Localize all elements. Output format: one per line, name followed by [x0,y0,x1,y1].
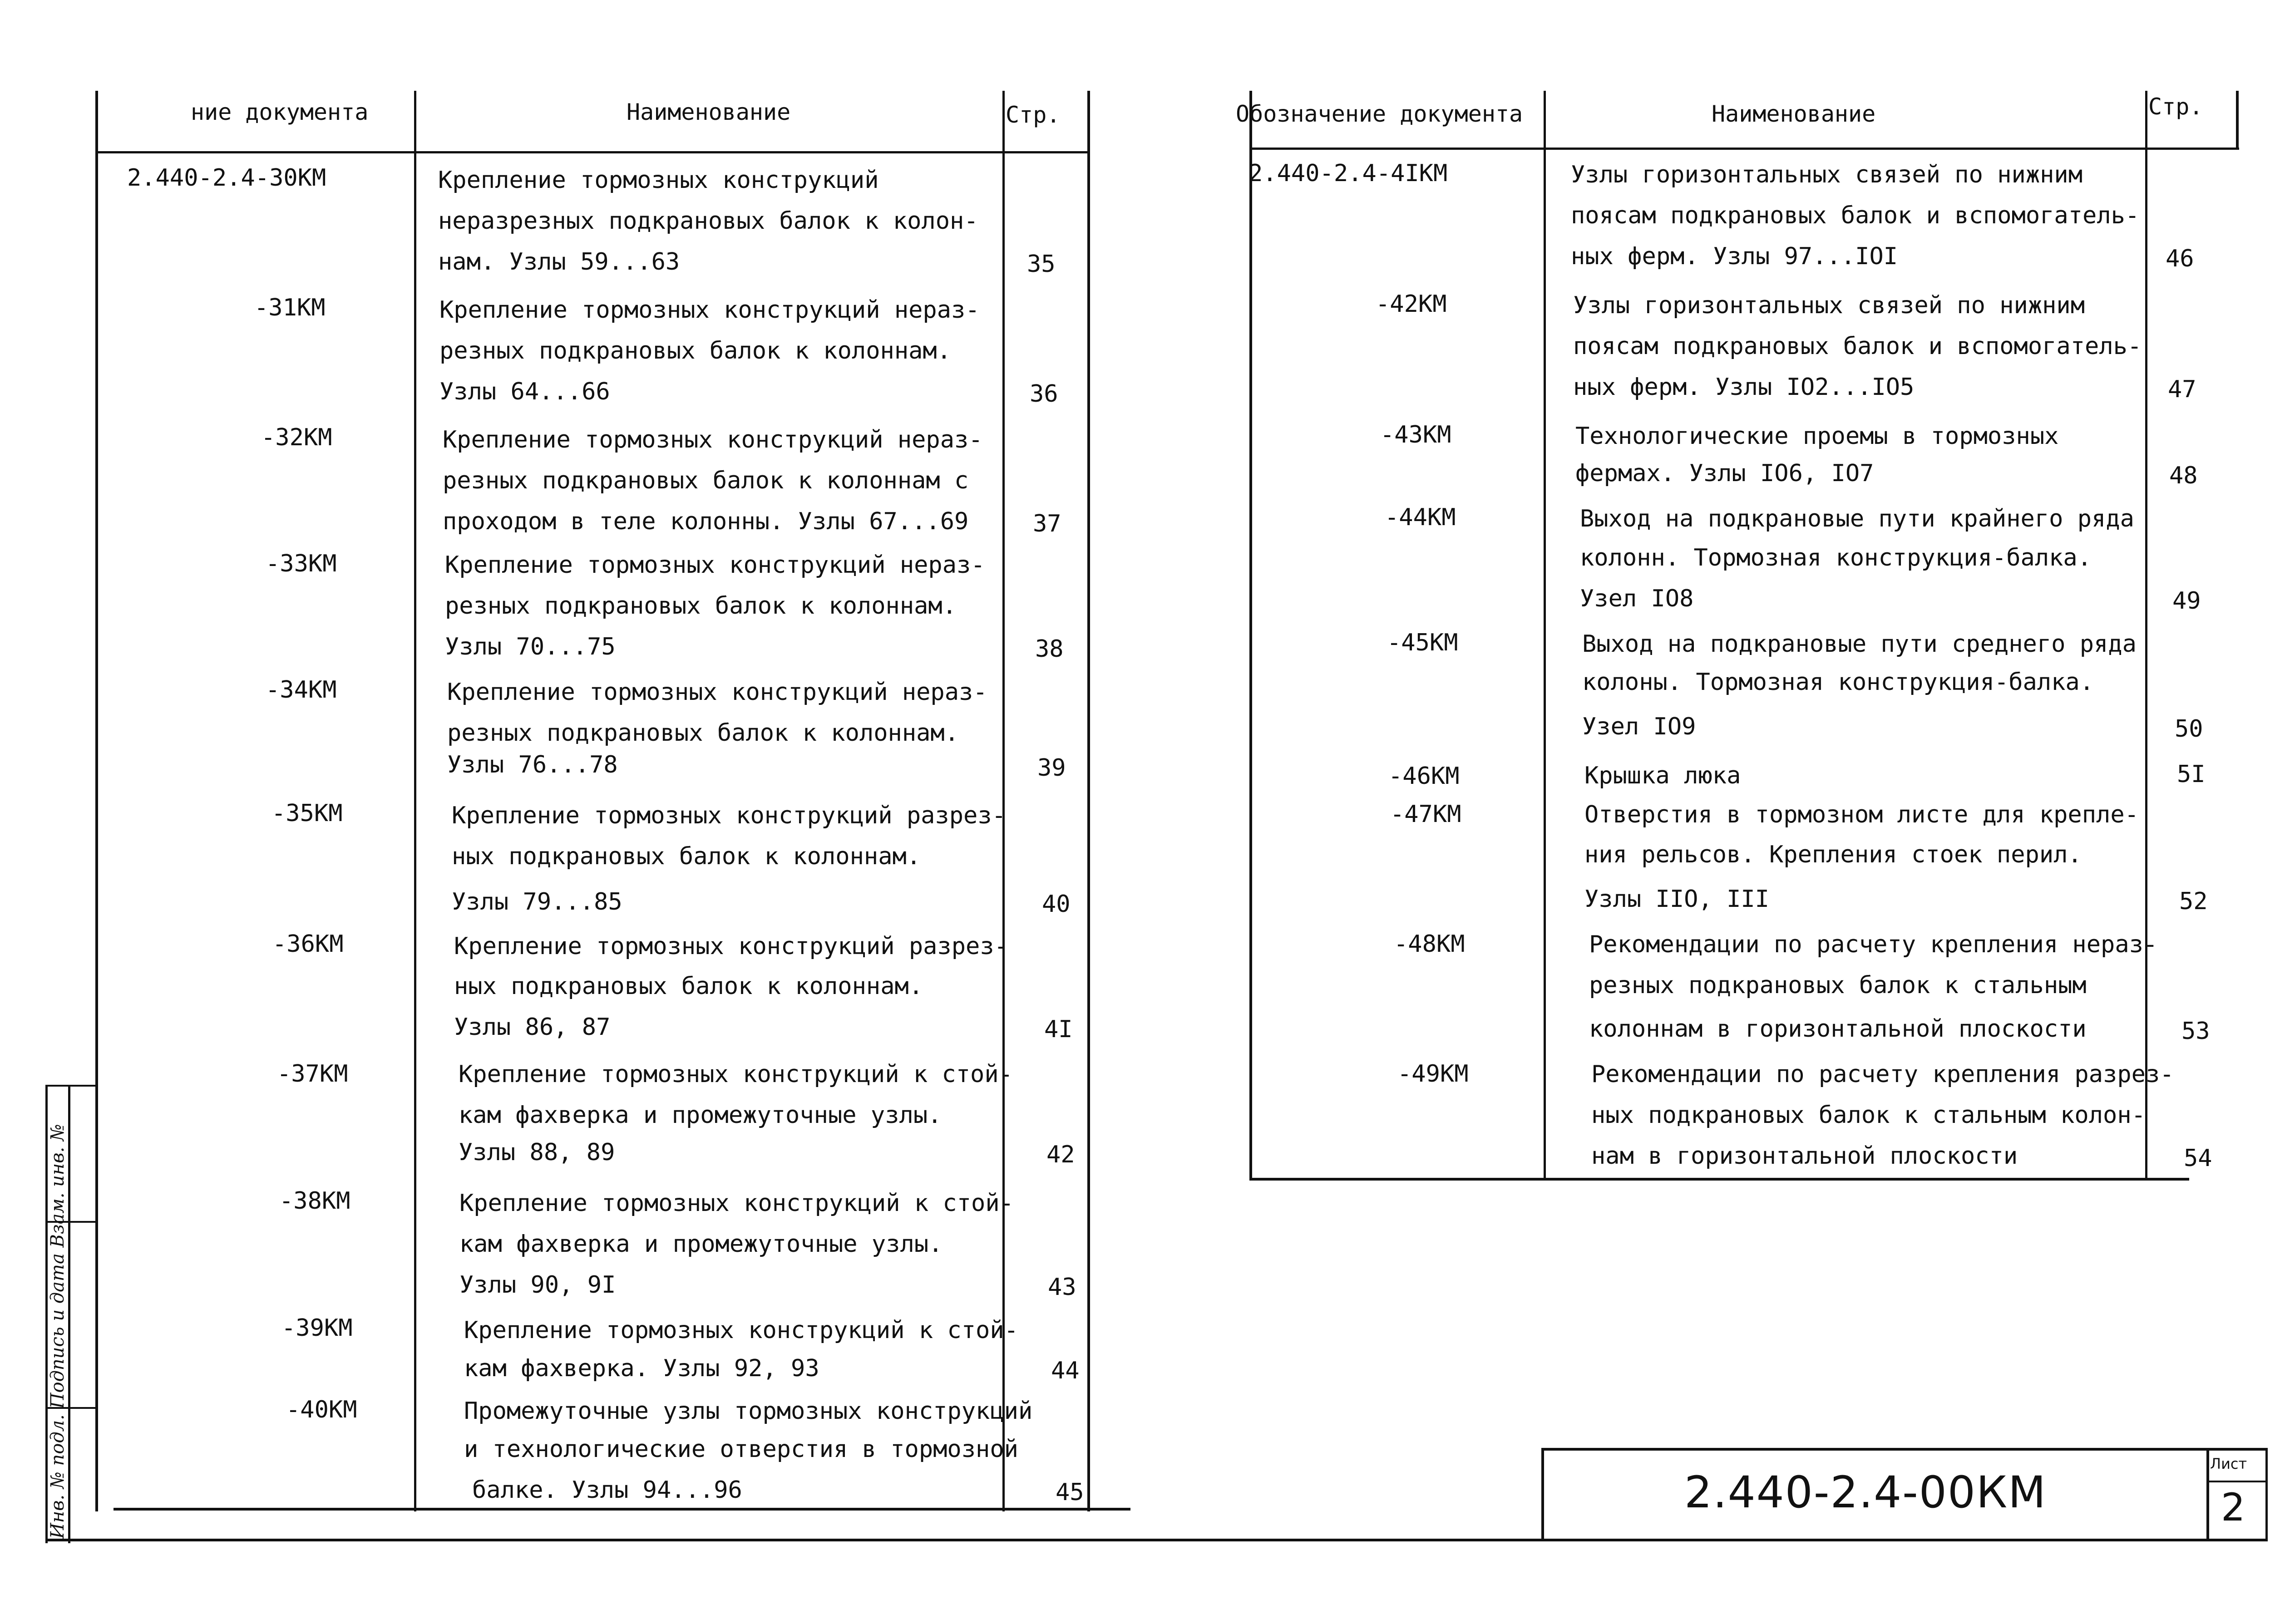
left-row-page: 43 [1048,1274,1076,1301]
right-row-name-line: Рекомендации по расчету крепления разрез- [1591,1061,2174,1088]
right-row-name-line: Рекомендации по расчету крепления нераз- [1589,931,2158,958]
right-row-code: -44КМ [1385,504,1456,531]
right-row-code: -49КМ [1397,1060,1469,1088]
right-row-name-line: поясам подкрановых балок и вспомогатель- [1573,333,2142,360]
left-row-name-line: резных подкрановых балок к колоннам с [443,467,969,494]
right-row-name-line: Узлы горизонтальных связей по нижним [1573,292,2085,319]
right-row-code: -47КМ [1390,801,1461,828]
right-table-header-line [1249,148,2239,150]
left-row-page: 45 [1056,1479,1084,1506]
right-header-page: Стр. [2148,94,2203,120]
right-row-code: -46КМ [1388,763,1460,790]
left-row-code: -34КМ [266,676,337,704]
left-row-name-line: Узлы 70...75 [445,633,616,660]
bottom-frame-line [45,1539,2268,1541]
left-row-code: -39КМ [281,1314,353,1342]
right-row-page: 53 [2181,1018,2210,1045]
left-row-page: 36 [1030,380,1058,408]
left-table-header-line [95,151,1090,153]
left-row-name-line: ных подкрановых балок к колоннам. [454,973,923,1000]
left-row-name-line: Крепление тормозных конструкций нераз- [443,426,983,453]
left-row-name-line: Крепление тормозных конструкций нераз- [445,551,985,579]
right-row-name-line: Технологические проемы в тормозных [1575,423,2059,450]
side-stamp-line-1 [45,1085,96,1087]
right-row-code: -45КМ [1387,629,1458,656]
right-row-page: 5I [2177,761,2206,788]
sheet-label: Лист [2210,1455,2247,1472]
left-row-page: 35 [1027,251,1056,278]
right-row-name-line: Отверстия в тормозном листе для крепле- [1584,801,2139,828]
left-row-name-line: резных подкрановых балок к колоннам. [439,337,952,364]
title-block-sheet-divider [2206,1448,2209,1541]
left-row-name-line: неразрезных подкрановых балок к колон- [438,207,978,235]
right-row-page: 47 [2168,376,2196,403]
left-row-page: 44 [1051,1357,1080,1384]
sheet-number: 2 [2221,1485,2245,1530]
left-row-name-line: Узлы 64...66 [439,378,610,405]
left-row-code: -33КМ [266,550,337,577]
left-row-code: -35КМ [271,800,343,827]
right-row-name-line: колонн. Тормозная конструкция-балка. [1580,544,2092,571]
left-header-designation: ние документа [191,99,369,125]
left-row-code: -31КМ [254,294,326,321]
left-table-col-divider-1 [414,91,416,1511]
left-row-name-line: Узлы 86, 87 [454,1014,611,1041]
left-row-name-line: Узлы 76...78 [447,751,618,778]
left-row-code: -32КМ [261,424,332,451]
right-row-name-line: резных подкрановых балок к стальным [1589,972,2087,999]
right-row-name-line: Узлы горизонтальных связей по нижним [1571,161,2083,188]
right-row-name-line: Выход на подкрановые пути среднего ряда [1582,630,2137,658]
title-block-sheet-line [2206,1481,2268,1482]
right-row-name-line: колоннам в горизонтальной плоскости [1589,1015,2087,1043]
left-row-name-line: резных подкрановых балок к колоннам. [447,719,959,747]
document-code: 2.440-2.4-00КМ [1684,1467,2047,1518]
right-row-name-line: Узлы IIO, III [1584,886,1769,913]
right-row-name-line: ных ферм. Узлы IO2...IO5 [1573,374,1915,401]
right-header-designation: Обозначение документа [1236,101,1523,127]
right-row-name-line: Узел IO9 [1582,713,1696,740]
left-row-name-line: резных подкрановых балок к колоннам. [445,592,957,620]
left-row-name-line: кам фахверка. Узлы 92, 93 [464,1355,819,1382]
left-row-name-line: Крепление тормозных конструкций к стой- [464,1317,1018,1344]
title-block-right-border [2265,1448,2268,1541]
left-row-page: 4I [1044,1016,1073,1043]
side-stamp-divider [68,1085,70,1543]
right-row-page: 50 [2175,715,2203,743]
right-row-code: -43КМ [1380,421,1451,448]
left-row-name-line: кам фахверка и промежуточные узлы. [459,1102,942,1129]
left-row-page: 40 [1042,891,1071,918]
left-row-code: -38КМ [279,1187,350,1215]
right-row-name-line: ных подкрановых балок к стальным колон- [1591,1102,2146,1129]
side-stamp-text: Инв. № подл. Подпись и дата Взам. инв. № [47,1124,68,1539]
title-block-left-border [1541,1448,1544,1541]
left-table-left-border [95,91,98,1511]
right-row-page: 52 [2179,888,2208,915]
left-row-name-line: Узлы 79...85 [452,888,622,915]
right-row-name-line: Узел IO8 [1580,585,1694,612]
left-row-page: 39 [1037,754,1066,782]
left-row-name-line: Узлы 88, 89 [459,1139,615,1166]
left-header-name: Наименование [627,99,791,125]
left-row-name-line: кам фахверка и промежуточные узлы. [459,1230,943,1258]
right-row-name-line: поясам подкрановых балок и вспомогатель- [1571,202,2140,229]
left-row-code: -40КМ [286,1396,357,1423]
left-row-name-line: и технологические отверстия в тормозной [464,1436,1018,1463]
right-row-name-line: фермах. Узлы IO6, IO7 [1575,460,1874,487]
left-row-name-line: Крепление тормозных конструкций к стой- [459,1061,1013,1088]
left-table-right-border [1087,91,1090,1511]
right-table-left-border [1249,91,1252,1180]
left-row-code: -37КМ [277,1060,348,1088]
left-row-name-line: нам. Узлы 59...63 [438,248,680,276]
right-row-code: 2.440-2.4-4IКМ [1248,160,1448,187]
left-row-code: 2.440-2.4-30КМ [127,164,326,192]
right-row-name-line: нам в горизонтальной плоскости [1591,1142,2018,1170]
left-row-name-line: ных подкрановых балок к колоннам. [452,843,921,870]
left-row-page: 37 [1033,510,1061,537]
right-table-bottom-line [1249,1178,2189,1181]
right-row-page: 49 [2172,587,2201,615]
right-row-name-line: Крышка люка [1584,762,1741,789]
title-block-top-line [1541,1448,2268,1451]
right-row-name-line: ния рельсов. Крепления стоек перил. [1584,841,2082,868]
right-row-code: -48КМ [1394,930,1465,958]
left-row-name-line: Крепление тормозных конструкций разрез- [454,933,1008,960]
right-table-right-border [2236,91,2239,150]
right-table-col-divider-1 [1544,91,1546,1180]
left-row-name-line: Промежуточные узлы тормозных конструкций [464,1398,1033,1425]
left-row-name-line: Крепление тормозных конструкций [438,167,879,194]
right-row-code: -42КМ [1376,290,1447,318]
left-row-name-line: Крепление тормозных конструкций нераз- [439,296,980,324]
left-row-page: 42 [1046,1141,1075,1168]
right-row-name-line: колоны. Тормозная конструкция-балка. [1582,669,2094,696]
right-header-name: Наименование [1712,101,1876,127]
right-row-page: 46 [2166,245,2194,272]
left-header-page: Стр. [1006,102,1061,128]
right-row-name-line: ных ферм. Узлы 97...IOI [1571,243,1898,270]
left-row-name-line: Крепление тормозных конструкций нераз- [447,679,987,706]
left-row-page: 38 [1035,635,1064,663]
left-row-name-line: Крепление тормозных конструкций к стой- [459,1190,1014,1217]
right-row-name-line: Выход на подкрановые пути крайнего ряда [1580,505,2134,532]
right-row-page: 48 [2169,462,2198,489]
left-row-name-line: балке. Узлы 94...96 [472,1476,742,1504]
left-row-code: -36КМ [272,930,344,958]
left-row-name-line: Крепление тормозных конструкций разрез- [452,802,1006,829]
right-table-col-divider-2 [2145,91,2147,1180]
right-row-page: 54 [2184,1145,2212,1172]
left-row-name-line: Узлы 90, 9I [459,1271,616,1299]
left-row-name-line: проходом в теле колонны. Узлы 67...69 [443,508,969,535]
